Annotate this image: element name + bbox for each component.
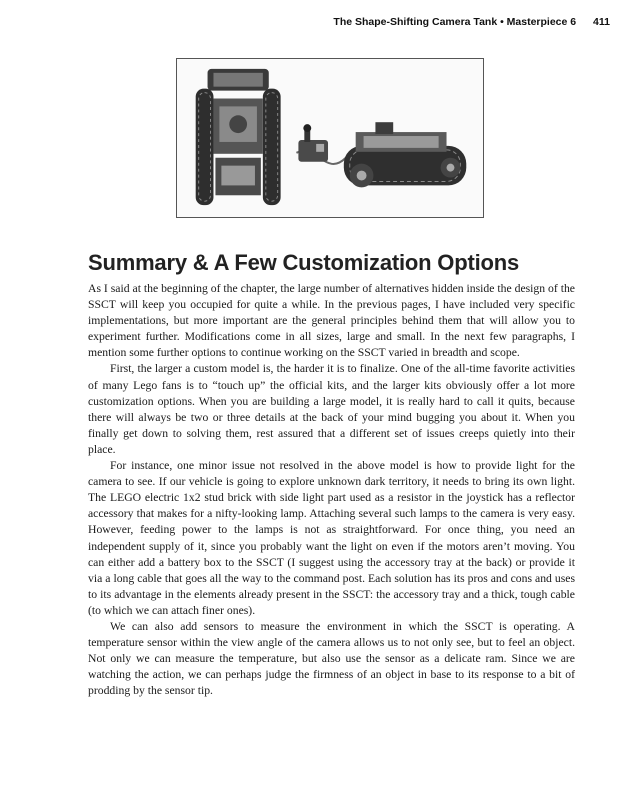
page-number: 411 — [593, 16, 610, 28]
paragraph-4: We can also add sensors to measure the environment in which the SSCT is operating. A temperature sensor within the view angle of the camera allows us to not only see, but to feel an object. Not only we can measure the temperature, but also use the sensor as a delicate ram. Since we are watching the action, we can perhaps judge the firmness of an object in base to its response to a bit of prodding by the sensor tip. — [88, 619, 575, 698]
paragraph-1: As I said at the beginning of the chapter, the large number of alternatives hidden inside the design of the SSCT will keep you occupied for quite a while. In the previous pages, I have included very specific implementations, but more important are the general principles behind them that will allow you to experiment further. Modifications come in all sizes, large and small. In the next few paragraphs, I mention some further options to continue working on the SSCT varied in breadth and scope. — [88, 282, 575, 360]
section-heading: Summary & A Few Customization Options — [88, 250, 520, 275]
paragraph-3: For instance, one minor issue not resolved in the above model is how to provide light for the camera to see. If our vehicle is going to explore unknown dark territory, it needs to bring its own light. The LEGO electric 1x2 stud brick with side light part used as a resistor in the joystick has a reflector accessory that makes for a nifty-looking lamp. Attaching several such lamps to the camera is very easy. However, feeding power to the lamps is not as straightforward. For once thing, you need an independent supply of it, since you probably want the light on even if the motors aren’t moving. You can either add a battery box to the SSCT (I suggest using the accessory tray at the back) or provide it via a long cable that goes all the way to the command post. Each solution has its pros and cons and uses to its advantage in the elements already present in the SSCT: the accessory tray and a thick, tough cable (to which we can attach finer ones). — [88, 459, 575, 617]
running-head — [333, 16, 610, 28]
lego-robots-illustration — [177, 59, 483, 217]
paragraph-2: First, the larger a custom model is, the harder it is to finalize. One of the all-time favorite activities of many Lego fans is to “touch up” the official kits, and the larger kits obviously offer a lot more customization options. When you are building a large model, it is really hard to call it quits, because there will always be two or three details at the back of your mind bugging you about it. When you finally get down to solving them, rest assured that a different set of issues creeps quietly into their place. — [88, 362, 575, 456]
running-head-title: The Shape-Shifting Camera Tank • Masterpiece 6 — [333, 16, 577, 28]
upright-robot — [196, 69, 281, 205]
figure-photo-lego-robots — [176, 58, 484, 218]
joystick-controller — [298, 124, 328, 162]
horizontal-tank — [344, 122, 466, 187]
body-text — [88, 281, 575, 699]
